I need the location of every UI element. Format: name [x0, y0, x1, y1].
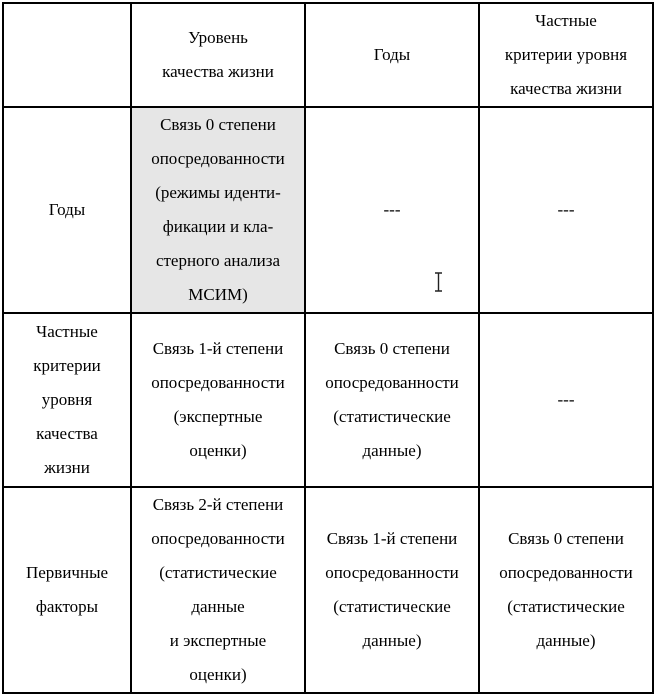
header-row	[3, 3, 653, 107]
header-cell-quality-level	[131, 3, 305, 107]
table-cell	[305, 487, 479, 693]
header-cell-years	[305, 3, 479, 107]
header-cell-partial-criteria	[479, 3, 653, 107]
cell-line: (режимы иденти-	[155, 183, 281, 202]
cell-line: Годы	[373, 45, 411, 64]
cell-line: ---	[557, 390, 575, 409]
cell-line: Связь 1-й степени	[152, 339, 284, 358]
cell-line: (статистические	[333, 597, 451, 616]
cell-line: Связь 2-й степени	[152, 495, 284, 514]
cell-line: опосредованности	[325, 563, 459, 582]
table-cell	[479, 313, 653, 487]
row-partial-criteria	[3, 313, 653, 487]
table-cell	[131, 313, 305, 487]
row-years	[3, 107, 653, 313]
cell-line: Первичные	[25, 563, 109, 582]
cell-line: оценки)	[189, 665, 247, 684]
cell-line: (статистические	[507, 597, 625, 616]
cell-line: критерии уровня	[504, 45, 628, 64]
cell-line: жизни	[44, 458, 90, 477]
cell-line: данные	[191, 597, 245, 616]
row-primary-factors	[3, 487, 653, 693]
cell-line: опосредованности	[151, 149, 285, 168]
cell-line: критерии	[33, 356, 101, 375]
table-cell	[305, 107, 479, 313]
cell-line: опосредованности	[151, 373, 285, 392]
row-label-cell	[3, 487, 131, 693]
cell-line: оценки)	[189, 441, 247, 460]
cell-line: (экспертные	[173, 407, 263, 426]
cell-line: Годы	[48, 200, 86, 219]
cell-line: Связь 0 степени	[508, 529, 624, 548]
cell-line: опосредованности	[325, 373, 459, 392]
corner-cell	[3, 3, 131, 107]
cell-line: Частные	[535, 11, 597, 30]
cell-line: ---	[557, 200, 575, 219]
table-cell	[479, 487, 653, 693]
cell-line: Уровень	[188, 28, 248, 47]
cell-line: (статистические	[333, 407, 451, 426]
table-cell	[131, 487, 305, 693]
row-label-cell	[3, 107, 131, 313]
text-cursor-icon	[434, 272, 443, 292]
cell-line: уровня	[41, 390, 93, 409]
cell-line: данные)	[536, 631, 596, 650]
cell-line: ---	[383, 200, 401, 219]
table-cell	[305, 313, 479, 487]
table-cell	[131, 107, 305, 313]
cell-line: данные)	[362, 441, 422, 460]
cell-line: качества жизни	[510, 79, 622, 98]
cell-line: Связь 0 степени	[334, 339, 450, 358]
cell-line: и экспертные	[169, 631, 267, 650]
cell-line: (статистические	[159, 563, 277, 582]
row-label-cell	[3, 313, 131, 487]
cell-line: факторы	[35, 597, 99, 616]
cell-line: МСИМ)	[188, 285, 248, 304]
cell-line: Частные	[36, 322, 98, 341]
cell-line: фикации и кла-	[162, 217, 274, 236]
cell-line: Связь 0 степени	[160, 115, 276, 134]
cell-line: опосредованности	[499, 563, 633, 582]
cell-line: опосредованности	[151, 529, 285, 548]
cell-line: качества жизни	[162, 62, 274, 81]
table-cell	[479, 107, 653, 313]
cell-line: стерного анализа	[155, 251, 281, 270]
cell-line: Связь 1-й степени	[326, 529, 458, 548]
cell-line: качества	[36, 424, 98, 443]
relations-table	[2, 2, 654, 694]
cell-line: данные)	[362, 631, 422, 650]
